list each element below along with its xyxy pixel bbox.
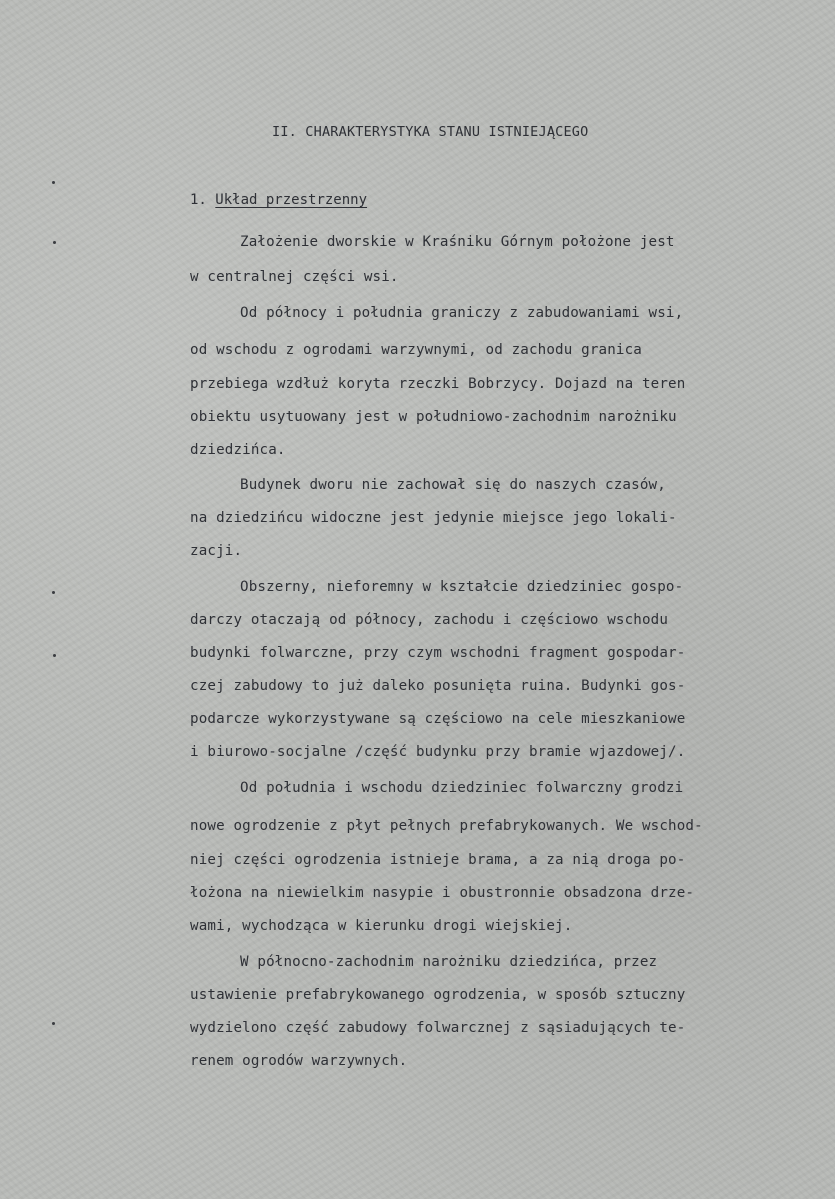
punch-mark	[52, 1022, 55, 1025]
text-line: łożona na niewielkim nasypie i obustronnie obsadzona drze-	[190, 885, 695, 901]
text-line: na dziedzińcu widoczne jest jedynie miejsce jego lokali-	[190, 510, 677, 526]
text-line: Od południa i wschodu dziedziniec folwarczny grodzi	[240, 780, 684, 796]
chapter-title: II. CHARAKTERYSTYKA STANU ISTNIEJĄCEGO	[272, 124, 589, 140]
text-line: ustawienie prefabrykowanego ogrodzenia, w sposób sztuczny	[190, 987, 686, 1003]
text-line: przebiega wzdłuż koryta rzeczki Bobrzycy. Dojazd na teren	[190, 376, 686, 392]
text-line: W północno-zachodnim narożniku dziedzińca, przez	[240, 954, 658, 970]
punch-mark	[52, 591, 55, 594]
text-line: dziedzińca.	[190, 442, 286, 458]
punch-mark	[53, 654, 56, 657]
text-line: zacji.	[190, 543, 243, 559]
section-number: 1.	[190, 192, 207, 208]
punch-mark	[52, 181, 55, 184]
text-line: Od północy i południa graniczy z zabudowaniami wsi,	[240, 305, 684, 321]
text-line: i biurowo-socjalne /część budynku przy bramie wjazdowej/.	[190, 744, 686, 760]
section-heading	[190, 192, 367, 208]
text-line: Obszerny, nieforemny w kształcie dziedziniec gospo-	[240, 579, 684, 595]
text-line: w centralnej części wsi.	[190, 269, 399, 285]
text-line: budynki folwarczne, przy czym wschodni fragment gospodar-	[190, 645, 686, 661]
text-line: darczy otaczają od północy, zachodu i częściowo wschodu	[190, 612, 669, 628]
text-line: Budynek dworu nie zachował się do naszych czasów,	[240, 477, 666, 493]
punch-mark	[53, 241, 56, 244]
text-line: wami, wychodząca w kierunku drogi wiejskiej.	[190, 918, 573, 934]
text-line: niej części ogrodzenia istnieje brama, a za nią droga po-	[190, 852, 686, 868]
text-line: czej zabudowy to już daleko posunięta ruina. Budynki gos-	[190, 678, 686, 694]
text-line: podarcze wykorzystywane są częściowo na cele mieszkaniowe	[190, 711, 686, 727]
section-title: Układ przestrzenny	[215, 192, 368, 208]
text-line: wydzielono część zabudowy folwarcznej z sąsiadujących te-	[190, 1020, 686, 1036]
text-line: nowe ogrodzenie z płyt pełnych prefabrykowanych. We wschod-	[190, 818, 703, 834]
text-line: obiektu usytuowany jest w południowo-zachodnim narożniku	[190, 409, 677, 425]
text-line: renem ogrodów warzywnych.	[190, 1053, 408, 1069]
text-line: Założenie dworskie w Kraśniku Górnym położone jest	[240, 234, 675, 250]
text-line: od wschodu z ogrodami warzywnymi, od zachodu granica	[190, 342, 642, 358]
